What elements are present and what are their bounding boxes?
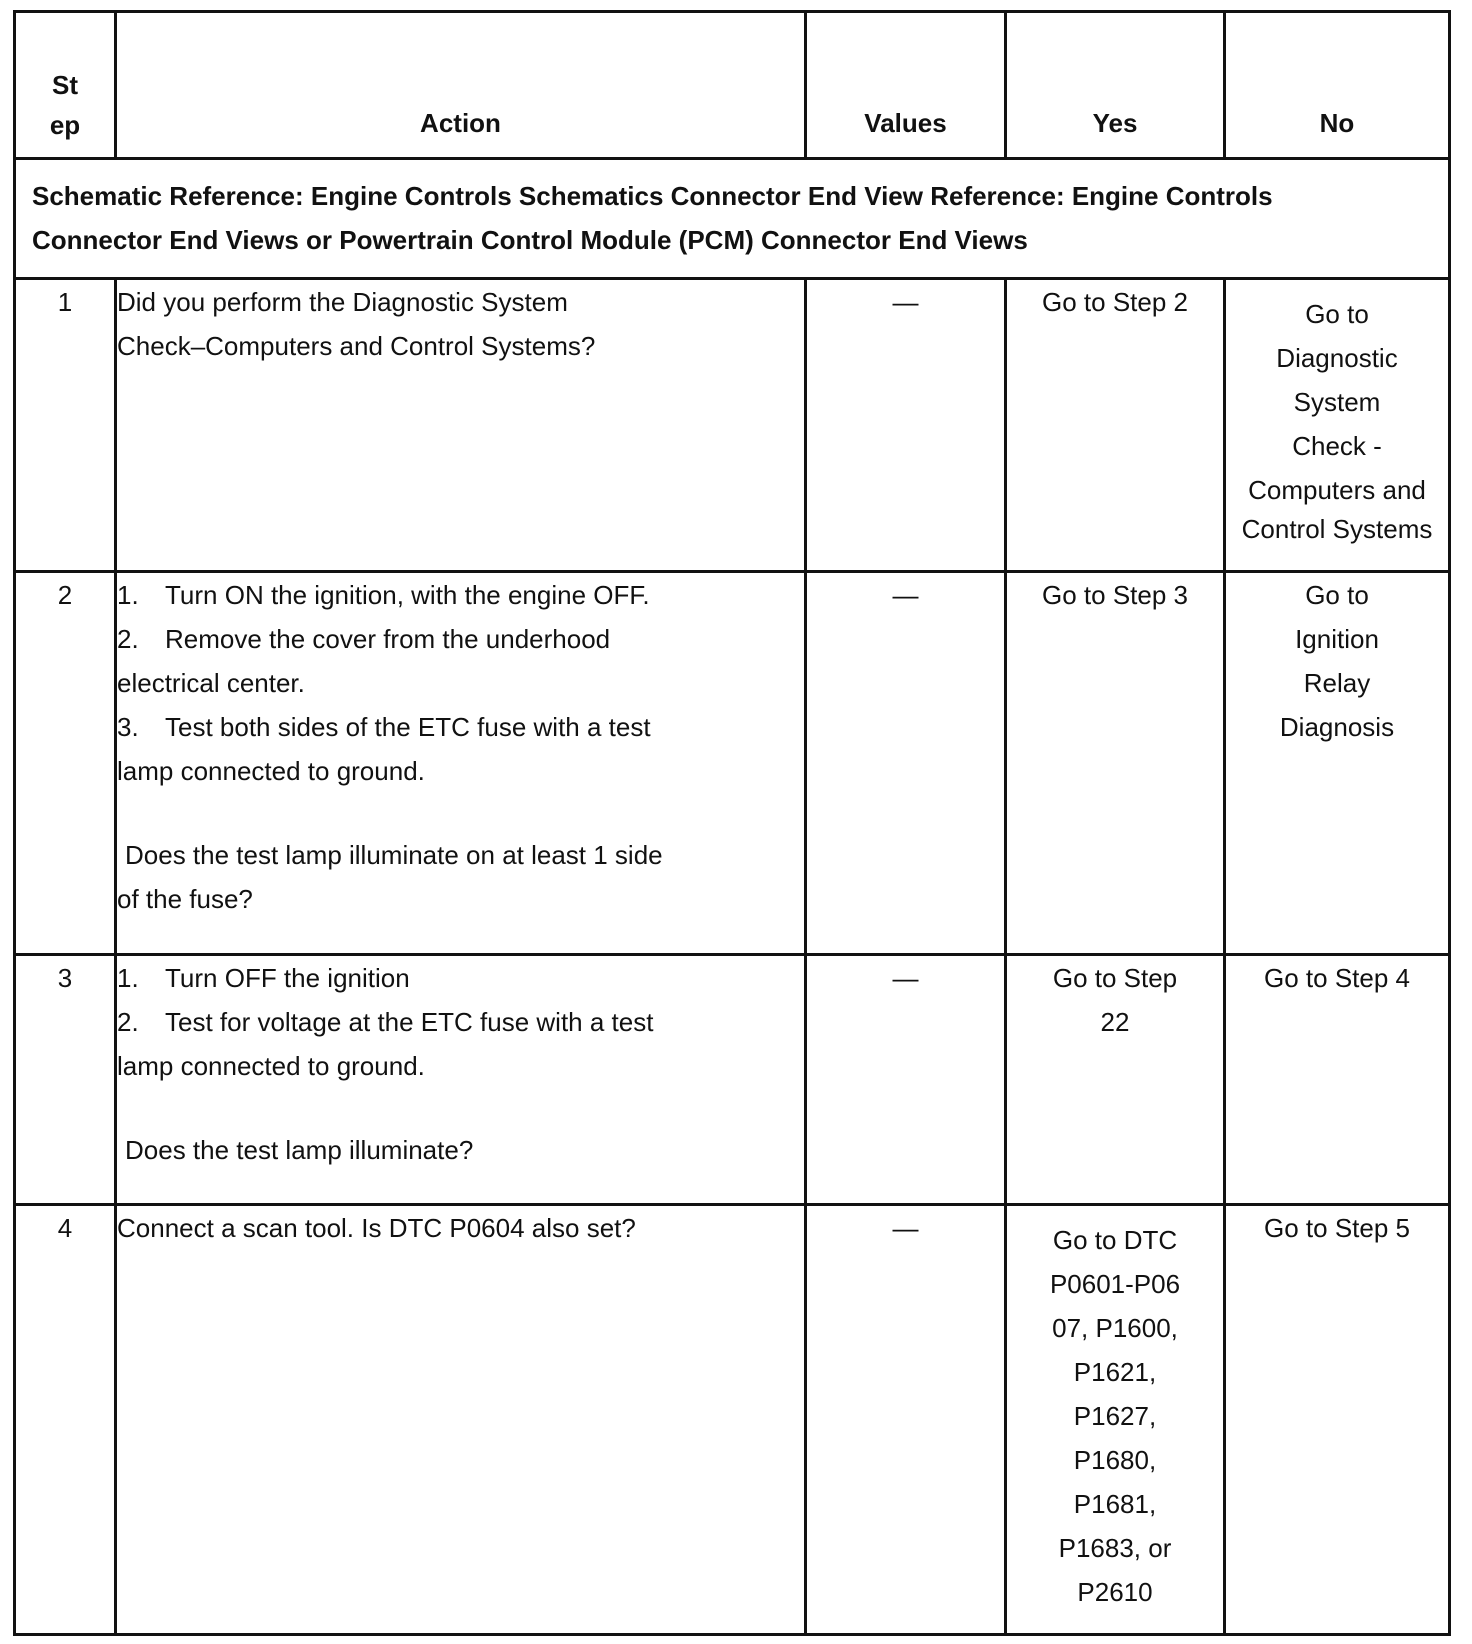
item-text-continued: lamp connected to ground. <box>117 1051 425 1081</box>
item-text: Test for voltage at the ETC fuse with a test <box>165 1007 654 1037</box>
action-cell <box>116 572 806 955</box>
header-step-line: St <box>52 70 78 100</box>
header-values: Values <box>806 12 1006 159</box>
item-text: Test both sides of the ETC fuse with a test <box>165 712 651 742</box>
table-row <box>15 955 1450 1205</box>
item-number: 1. <box>117 580 139 610</box>
no-line: Control Systems <box>1241 514 1433 544</box>
header-no: No <box>1225 12 1450 159</box>
item-text: Turn OFF the ignition <box>165 963 410 993</box>
yes-line: 22 <box>1100 1007 1130 1037</box>
yes-line: P1680, <box>1073 1445 1157 1475</box>
reference-line: Schematic Reference: Engine Controls Schematics Connector End View Reference: Engine Controls <box>32 181 1273 211</box>
header-step-line: ep <box>49 110 81 140</box>
no-line: Ignition <box>1295 624 1379 654</box>
header-step <box>15 12 116 159</box>
action-line: Check–Computers and Control Systems? <box>117 331 596 361</box>
question-line: Does the test lamp illuminate? <box>125 1135 474 1165</box>
yes-line: Go to Step <box>1052 963 1178 993</box>
yes-line: Go to DTC <box>1052 1225 1178 1255</box>
no-line: Go to Step 5 <box>1264 1213 1410 1243</box>
yes-cell <box>1006 572 1225 955</box>
no-line: Go to Step 4 <box>1264 963 1410 993</box>
yes-line: Go to Step 2 <box>1042 287 1188 317</box>
action-item <box>117 956 804 1000</box>
values-cell: — <box>806 955 1006 1205</box>
question-line: of the fuse? <box>117 884 253 914</box>
action-item <box>117 617 804 661</box>
diagnostic-table <box>13 10 1451 1636</box>
no-line: Diagnosis <box>1279 712 1395 742</box>
yes-line: P1627, <box>1073 1401 1157 1431</box>
step-number: 4 <box>15 1205 116 1635</box>
action-cell <box>116 279 806 572</box>
action-item <box>117 573 804 617</box>
header-row <box>15 12 1450 159</box>
step-number: 2 <box>15 572 116 955</box>
no-cell <box>1225 279 1450 572</box>
item-text-continued: lamp connected to ground. <box>117 756 425 786</box>
yes-cell <box>1006 955 1225 1205</box>
header-yes: Yes <box>1006 12 1225 159</box>
no-line: Go to <box>1305 299 1369 329</box>
yes-line: 07, P1600, <box>1052 1313 1178 1343</box>
values-cell: — <box>806 1205 1006 1635</box>
values-cell: — <box>806 572 1006 955</box>
no-cell <box>1225 572 1450 955</box>
step-number: 1 <box>15 279 116 572</box>
item-text: Turn ON the ignition, with the engine OFF. <box>165 580 650 610</box>
table-row <box>15 1205 1450 1635</box>
yes-cell <box>1006 279 1225 572</box>
step-number: 3 <box>15 955 116 1205</box>
no-line: Go to <box>1305 580 1369 610</box>
yes-line: Go to Step 3 <box>1042 580 1188 610</box>
table-row <box>15 279 1450 572</box>
action-cell <box>116 1205 806 1635</box>
table-row <box>15 572 1450 955</box>
item-number: 3. <box>117 712 139 742</box>
yes-line: P2610 <box>1077 1577 1153 1607</box>
action-line: Connect a scan tool. Is DTC P0604 also set? <box>117 1213 636 1243</box>
item-text-continued: electrical center. <box>117 668 305 698</box>
no-line: Check - <box>1292 431 1382 461</box>
reference-line: Connector End Views or Powertrain Control Module (PCM) Connector End Views <box>32 225 1028 255</box>
schematic-reference <box>15 159 1450 279</box>
item-number: 1. <box>117 963 139 993</box>
item-number: 2. <box>117 624 139 654</box>
yes-line: P1681, <box>1073 1489 1157 1519</box>
action-item <box>117 1000 804 1044</box>
yes-cell <box>1006 1205 1225 1635</box>
item-number: 2. <box>117 1007 139 1037</box>
no-line: Diagnostic <box>1276 343 1398 373</box>
yes-line: P0601-P06 <box>1049 1269 1181 1299</box>
action-item <box>117 705 804 749</box>
item-text: Remove the cover from the underhood <box>165 624 611 654</box>
no-line: Relay <box>1303 668 1371 698</box>
reference-row <box>15 159 1450 279</box>
no-cell <box>1225 1205 1450 1635</box>
values-cell: — <box>806 279 1006 572</box>
header-action: Action <box>116 12 806 159</box>
question-line: Does the test lamp illuminate on at least 1 side <box>125 840 663 870</box>
no-line: System <box>1293 387 1381 417</box>
no-line: Computers and <box>1248 475 1426 505</box>
action-cell <box>116 955 806 1205</box>
yes-line: P1683, or <box>1058 1533 1172 1563</box>
action-line: Did you perform the Diagnostic System <box>117 287 568 317</box>
yes-line: P1621, <box>1073 1357 1157 1387</box>
no-cell <box>1225 955 1450 1205</box>
